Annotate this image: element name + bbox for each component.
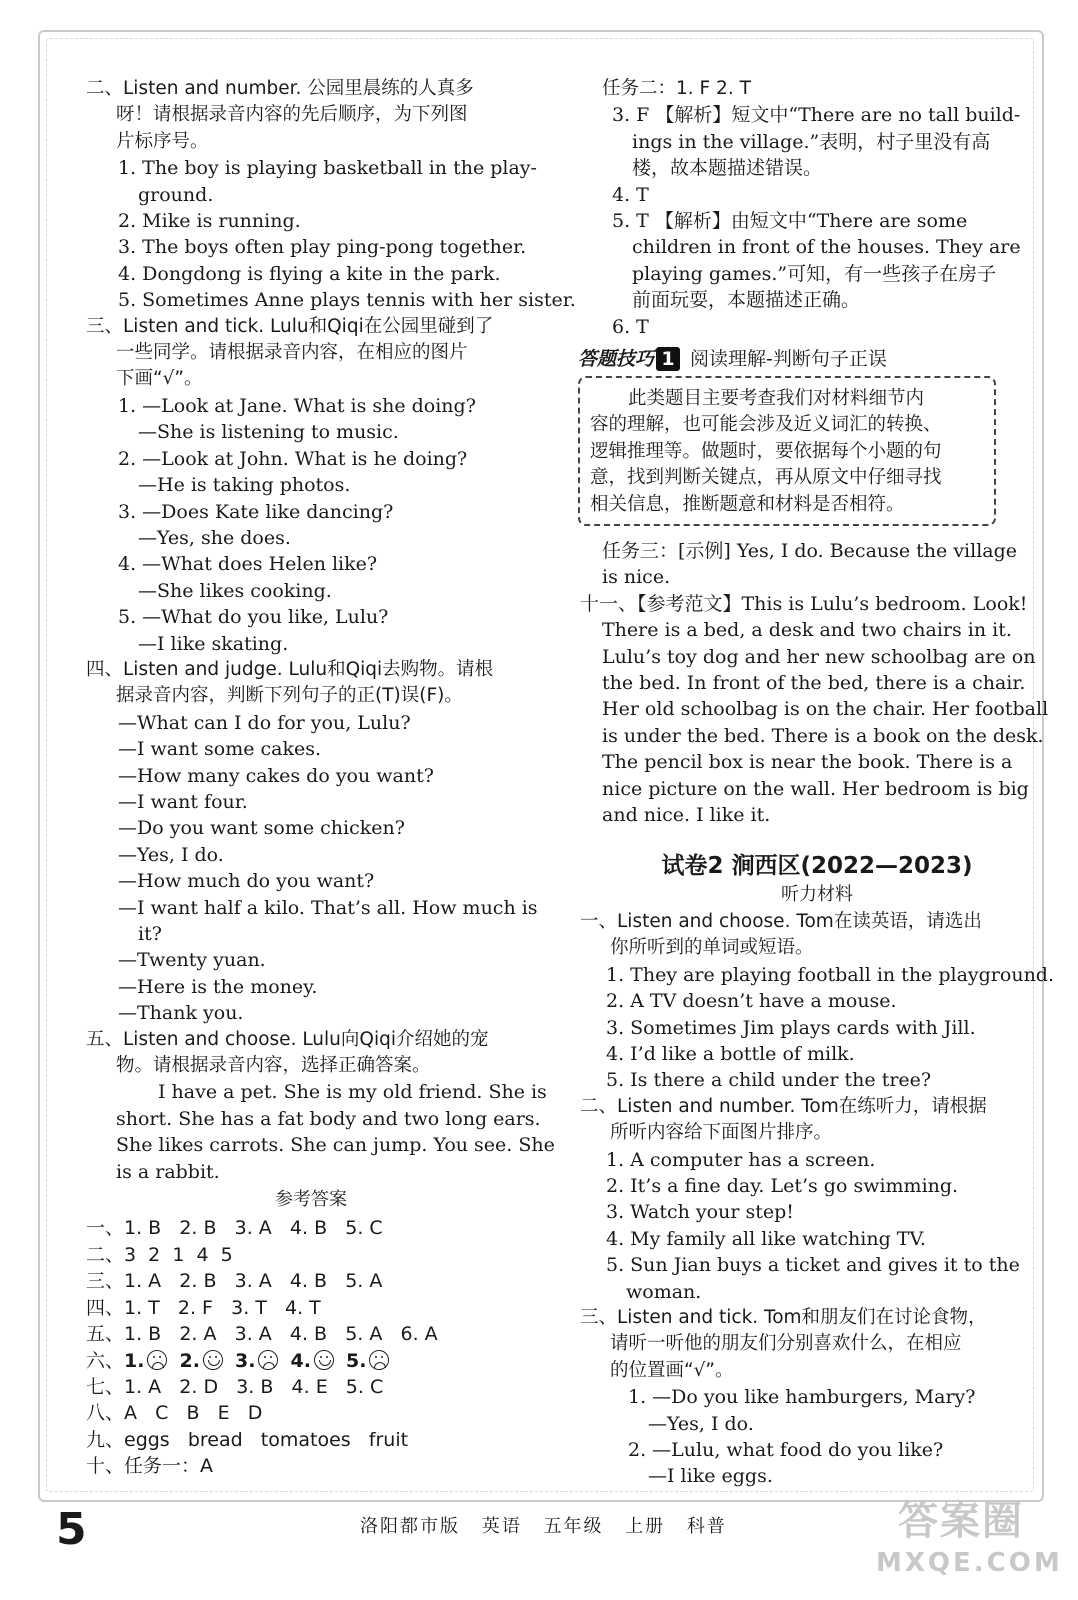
list-item: 4. I’d like a bottle of milk.	[606, 1042, 855, 1065]
list-item: 2. It’s a fine day. Let’s go swimming.	[606, 1174, 959, 1197]
tip-line: 相关信息，推断题意和材料是否相符。	[590, 493, 905, 515]
section-3	[86, 314, 536, 657]
answer-line: 3. F 【解析】短文中“There are no tall build-	[612, 104, 1021, 127]
answer-line: 七、1. A 2. D 3. B 4. E 5. C	[86, 1375, 384, 1398]
section-5	[86, 1027, 555, 1185]
left-column	[86, 76, 576, 1480]
section-heading: 四、Listen and judge. Lulu和Qiqi去购物。请根	[86, 658, 494, 680]
section-heading: 三、Listen and tick. Tom和朋友们在讨论食物，	[580, 1306, 987, 1328]
dialogue-line: —He is taking photos.	[138, 474, 351, 497]
dialogue-line: 1. —Look at Jane. What is she doing?	[118, 394, 476, 417]
sad-face-icon	[147, 1350, 167, 1370]
dialogue-line: —Yes, I do.	[118, 843, 224, 866]
footer-meta: 洛阳都市版 英语 五年级 上册 科普	[360, 1516, 727, 1537]
face-answer: 3.	[235, 1350, 284, 1372]
section-heading: 片标序号。	[116, 130, 209, 152]
list-item: 3. Sometimes Jim plays cards with Jill.	[606, 1016, 976, 1039]
list-item: 1. The boy is playing basketball in the play-	[118, 157, 537, 180]
model-essay	[580, 591, 1049, 829]
essay-line: and nice. I like it.	[602, 804, 771, 827]
answer-line: 三、1. A 2. B 3. A 4. B 5. A	[86, 1270, 383, 1293]
answer-line: is nice.	[602, 566, 671, 589]
dialogue-line: it?	[138, 923, 162, 945]
section-2	[86, 76, 576, 314]
answer-line: children in front of the houses. They are	[632, 236, 1021, 259]
dialogue-line: —I want four.	[118, 790, 248, 813]
answer-line: 二、3 2 1 4 5	[86, 1243, 233, 1266]
answer-line: 九、eggs bread tomatoes fruit	[86, 1428, 409, 1451]
face-answer: 4.	[291, 1350, 340, 1372]
list-item: 5. Sometimes Anne plays tennis with her sister.	[118, 289, 576, 312]
section-4	[86, 657, 536, 1027]
section-heading: 你所听到的单词或短语。	[610, 937, 814, 959]
tip-line: 容的理解，也可能会涉及近义词汇的转换、	[590, 414, 942, 436]
dialogue-line: —Here is the money.	[118, 975, 318, 998]
dialogue-line: 1. —Do you like hamburgers, Mary?	[628, 1386, 976, 1409]
essay-line: The pencil box is near the book. There is a	[602, 751, 1013, 774]
section-heading: 三、Listen and tick. Lulu和Qiqi在公园里碰到了	[86, 315, 494, 337]
face-answer: 1.	[124, 1350, 173, 1372]
face-answer: 5.	[346, 1350, 395, 1372]
section-heading: 呀！请根据录音内容的先后顺序，为下列图	[116, 104, 468, 126]
dialogue-line: 2. —Look at John. What is he doing?	[118, 447, 468, 470]
list-item: 3. Watch your step!	[606, 1201, 794, 1224]
paper2-section-1	[580, 909, 1055, 1094]
dialogue-line: 2. —Lulu, what food do you like?	[628, 1439, 944, 1461]
essay-line: 十一、【参考范文】This is Lulu’s bedroom. Look!	[580, 592, 1028, 615]
answers-title: 参考答案	[275, 1189, 347, 1211]
dialogue-line: 4. —What does Helen like?	[118, 553, 378, 576]
passage-line: She likes carrots. She can jump. You see. She	[116, 1134, 555, 1157]
tip-line: 此类题目主要考查我们对材料细节内	[628, 388, 925, 409]
list-item: 2. Mike is running.	[118, 210, 301, 233]
section-heading: 一、Listen and choose. Tom在读英语，请选出	[580, 910, 982, 932]
answer-prefix: 六、	[86, 1349, 125, 1372]
essay-line: There is a bed, a desk and two chairs in it.	[602, 619, 1012, 642]
answer-line: 前面玩耍，本题描述正确。	[632, 289, 861, 312]
list-item: 3. The boys often play ping-pong together.	[118, 236, 527, 259]
tip-title: 阅读理解-判断句子正误	[690, 348, 887, 370]
happy-face-icon	[203, 1350, 223, 1370]
essay-line: Her old schoolbag is on the chair. Her football	[602, 698, 1049, 721]
section-heading: 请听一听他的朋友们分别喜欢什么，在相应	[610, 1333, 962, 1355]
answer-line: 6. T	[612, 315, 649, 338]
answer-line: 任务二：1. F 2. T	[602, 78, 751, 99]
list-item: woman.	[626, 1280, 702, 1303]
tip-number-badge: 1	[656, 347, 680, 371]
tip-line: 逻辑推理等。做题时，要依据每个小题的句	[590, 440, 942, 462]
tip-line: 意，找到判断关键点，再从原文中仔细寻找	[590, 467, 942, 489]
answer-line: 4. T	[612, 183, 649, 206]
essay-line: Lulu’s toy dog and her new schoolbag are on	[602, 645, 1036, 668]
face-answers	[86, 1348, 536, 1374]
answer-line: 一、1. B 2. B 3. A 4. B 5. C	[86, 1217, 383, 1240]
watermark-logo	[876, 1496, 1063, 1592]
list-item: 4. Dongdong is flying a kite in the park.	[118, 262, 501, 285]
list-item: 2. A TV doesn’t have a mouse.	[606, 990, 897, 1013]
passage-line: short. She has a fat body and two long ears.	[116, 1107, 541, 1130]
list-item: 1. They are playing football in the playground.	[606, 963, 1055, 986]
essay-line: the bed. In front of the bed, there is a chair.	[602, 672, 1026, 695]
tip-box	[578, 376, 996, 526]
tip-tag: 答题技巧	[578, 348, 655, 370]
dialogue-line: —I want half a kilo. That’s all. How much is	[118, 896, 538, 919]
happy-face-icon	[314, 1350, 334, 1370]
paper2-section-2	[580, 1094, 1032, 1305]
tip-heading	[578, 344, 1018, 372]
dialogue-line: —She likes cooking.	[138, 579, 332, 602]
answer-line: 四、1. T 2. F 3. T 4. T	[86, 1296, 321, 1319]
sad-face-icon	[369, 1350, 389, 1370]
dialogue-line: —I like eggs.	[648, 1465, 773, 1488]
paper-title: 试卷2 涧西区(2022—2023)	[661, 853, 973, 880]
dialogue-line: —Thank you.	[118, 1002, 244, 1025]
list-item: 5. Is there a child under the tree?	[606, 1069, 932, 1092]
section-heading: 所听内容给下面图片排序。	[610, 1122, 833, 1144]
watermark-url: MXQE.COM	[876, 1548, 1063, 1578]
dialogue-line: —I want some cakes.	[118, 738, 322, 761]
right-column-bottom	[580, 538, 1055, 1490]
dialogue-line: —Do you want some chicken?	[118, 817, 405, 840]
section-heading: 二、Listen and number. Tom在练听力，请根据	[580, 1095, 987, 1117]
passage-line: is a rabbit.	[116, 1160, 220, 1183]
answer-key	[86, 1215, 536, 1479]
list-item: 1. A computer has a screen.	[606, 1148, 876, 1171]
section-heading: 一些同学。请根据录音内容，在相应的图片	[116, 342, 468, 364]
section-heading: 五、Listen and choose. Lulu向Qiqi介绍她的宠	[86, 1028, 489, 1050]
section-heading: 下画“√”。	[116, 368, 203, 390]
watermark-text: 答案圈	[898, 1498, 1024, 1544]
answer-line: playing games.”可知，有一些孩子在房子	[632, 262, 997, 285]
section-heading: 物。请根据录音内容，选择正确答案。	[116, 1055, 431, 1077]
answer-line: 5. T 【解析】由短文中“There are some	[612, 210, 968, 233]
answer-line: ings in the village.”表明，村子里没有高	[632, 130, 991, 153]
dialogue-line: 3. —Does Kate like dancing?	[118, 500, 394, 523]
section-heading: 的位置画“√”。	[610, 1359, 734, 1381]
dialogue-line: —What can I do for you, Lulu?	[118, 711, 411, 734]
essay-line: nice picture on the wall. Her bedroom is big	[602, 777, 1029, 800]
dialogue-line: 5. —What do you like, Lulu?	[118, 606, 389, 629]
paper-subtitle: 听力材料	[781, 884, 853, 906]
answer-line: 任务三：[示例] Yes, I do. Because the village	[602, 540, 1018, 562]
paper2-section-3	[580, 1305, 1032, 1490]
dialogue-line: —Twenty yuan.	[118, 949, 266, 972]
right-column-top	[602, 76, 1032, 340]
answer-line: 八、A C B E D	[86, 1402, 263, 1425]
list-item: 4. My family all like watching TV.	[606, 1227, 926, 1250]
dialogue-line: —She is listening to music.	[138, 421, 399, 444]
dialogue-line: —Yes, she does.	[138, 526, 291, 549]
answer-line: 楼，故本题描述错误。	[632, 157, 823, 180]
dialogue-line: —How many cakes do you want?	[118, 764, 434, 787]
section-heading: 据录音内容，判断下列句子的正(T)误(F)。	[116, 685, 463, 707]
dialogue-line: —I like skating.	[138, 632, 289, 655]
answer-line: 五、1. B 2. A 3. A 4. B 5. A 6. A	[86, 1323, 438, 1346]
section-heading: 二、Listen and number. 公园里晨练的人真多	[86, 78, 474, 99]
answer-line: 十、任务一：A	[86, 1455, 213, 1478]
list-item: ground.	[138, 183, 214, 206]
essay-line: is under the bed. There is a book on the desk.	[602, 724, 1044, 747]
dialogue-line: —How much do you want?	[118, 870, 375, 893]
page-number: 5	[56, 1504, 87, 1555]
face-answer: 2.	[180, 1350, 229, 1372]
passage-line: I have a pet. She is my old friend. She is	[158, 1081, 547, 1104]
dialogue-line: —Yes, I do.	[648, 1412, 754, 1435]
sad-face-icon	[258, 1350, 278, 1370]
list-item: 5. Sun Jian buys a ticket and gives it to the	[606, 1254, 1020, 1277]
